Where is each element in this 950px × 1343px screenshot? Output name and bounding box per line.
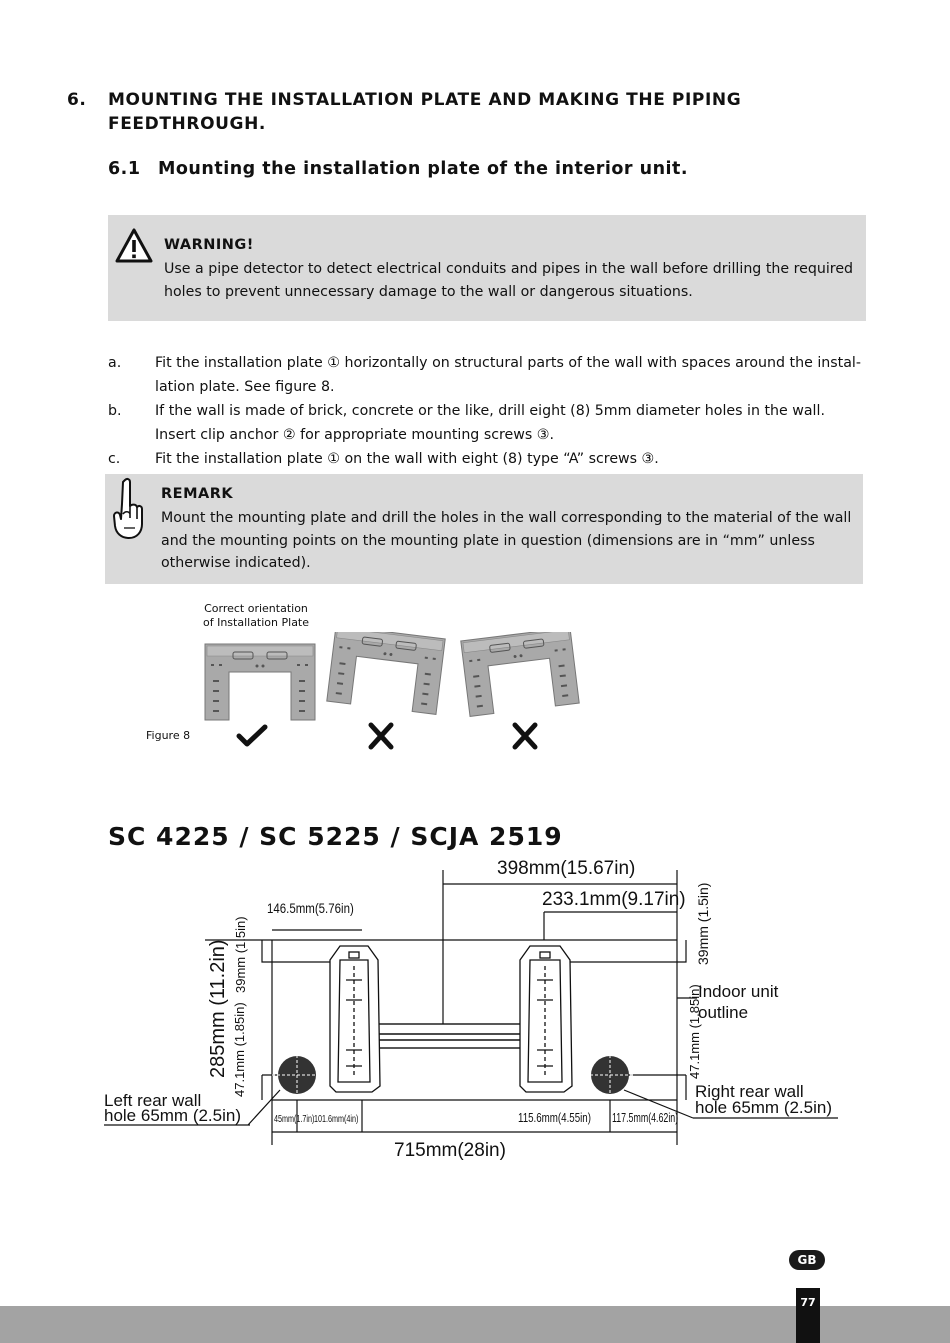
figure-label: Figure 8: [146, 729, 191, 742]
dim-47-right: 47.1mm (1.85in): [687, 984, 702, 1079]
list-text: If the wall is made of brick, concrete or the like, drill eight (8) 5mm diameter holes in the wall. Insert clip anchor ② for appropriate mounting screws ③.: [155, 403, 825, 443]
dim-233: 233.1mm(9.17in): [542, 889, 686, 910]
dim-715: 715mm(28in): [394, 1140, 506, 1161]
left-hole-label: hole 65mm (2.5in): [104, 1106, 242, 1125]
dim-47-left: 47.1mm (1.85in): [232, 1002, 247, 1097]
list-marker: b.: [108, 403, 122, 419]
section-number: 6.: [67, 90, 87, 110]
dim-115: 115.6mm(4.55in): [518, 1110, 591, 1125]
warning-text: Use a pipe detector to detect electrical conduits and pipes in the wall before drilling the required holes to prevent unnecessary damage to the wall or dangerous situations.: [164, 261, 854, 300]
right-wall-hole: [585, 1050, 635, 1100]
dim-39-right: 39mm (1.5in): [695, 882, 711, 965]
right-hole-label: hole 65mm (2.5in): [695, 1098, 833, 1117]
list-marker: a.: [108, 355, 122, 371]
indoor-unit-label: outline: [698, 1003, 749, 1022]
warning-title: WARNING!: [164, 237, 254, 253]
language-badge: GB: [789, 1250, 825, 1270]
list-text: Fit the installation plate ① on the wall with eight (8) type “A” screws ③.: [155, 451, 659, 467]
right-bracket: [520, 946, 572, 1092]
dim-117: 117.5mm(4.62in): [612, 1110, 679, 1125]
figure-caption-line: Correct orientation: [204, 602, 308, 615]
figure-caption-line: of Installation Plate: [202, 615, 310, 629]
list-text: Fit the installation plate ① horizontally on structural parts of the wall with spaces around the instal-lation plate. See figure 8.: [155, 355, 861, 395]
remark-title: REMARK: [161, 486, 234, 502]
right-hole-label: Right rear wall: [695, 1082, 804, 1101]
left-wall-hole: [272, 1050, 322, 1100]
dim-101: 101.6mm(4in): [314, 1114, 359, 1125]
list-marker: c.: [108, 451, 121, 467]
dim-45: 45mm(1.7in): [274, 1114, 315, 1125]
dim-39-left: 39mm (1.5in): [233, 916, 248, 993]
indoor-unit-label: Indoor unit: [698, 982, 779, 1001]
model-title: SC 4225 / SC 5225 / SCJA 2519: [108, 822, 563, 851]
left-hole-label: Left rear wall: [104, 1091, 202, 1110]
section-title: MOUNTING THE INSTALLATION PLATE AND MAKING THE PIPING FEEDTHROUGH.: [108, 90, 742, 134]
page-number: 77: [800, 1296, 816, 1309]
dim-285: 285mm (11.2in): [207, 939, 229, 1078]
dim-146: 146.5mm(5.76in): [267, 900, 354, 916]
remark-text: Mount the mounting plate and drill the holes in the wall corresponding to the material of the wall and the mounting points on the mounting plate in question (dimensions are in “mm” unless otherwise indicated).: [161, 510, 852, 571]
subsection-number: 6.1: [108, 159, 141, 179]
dim-398: 398mm(15.67in): [497, 858, 636, 879]
left-bracket: [330, 946, 380, 1092]
page-number-tab: [796, 1288, 820, 1343]
subsection-title: Mounting the installation plate of the interior unit.: [158, 159, 689, 179]
